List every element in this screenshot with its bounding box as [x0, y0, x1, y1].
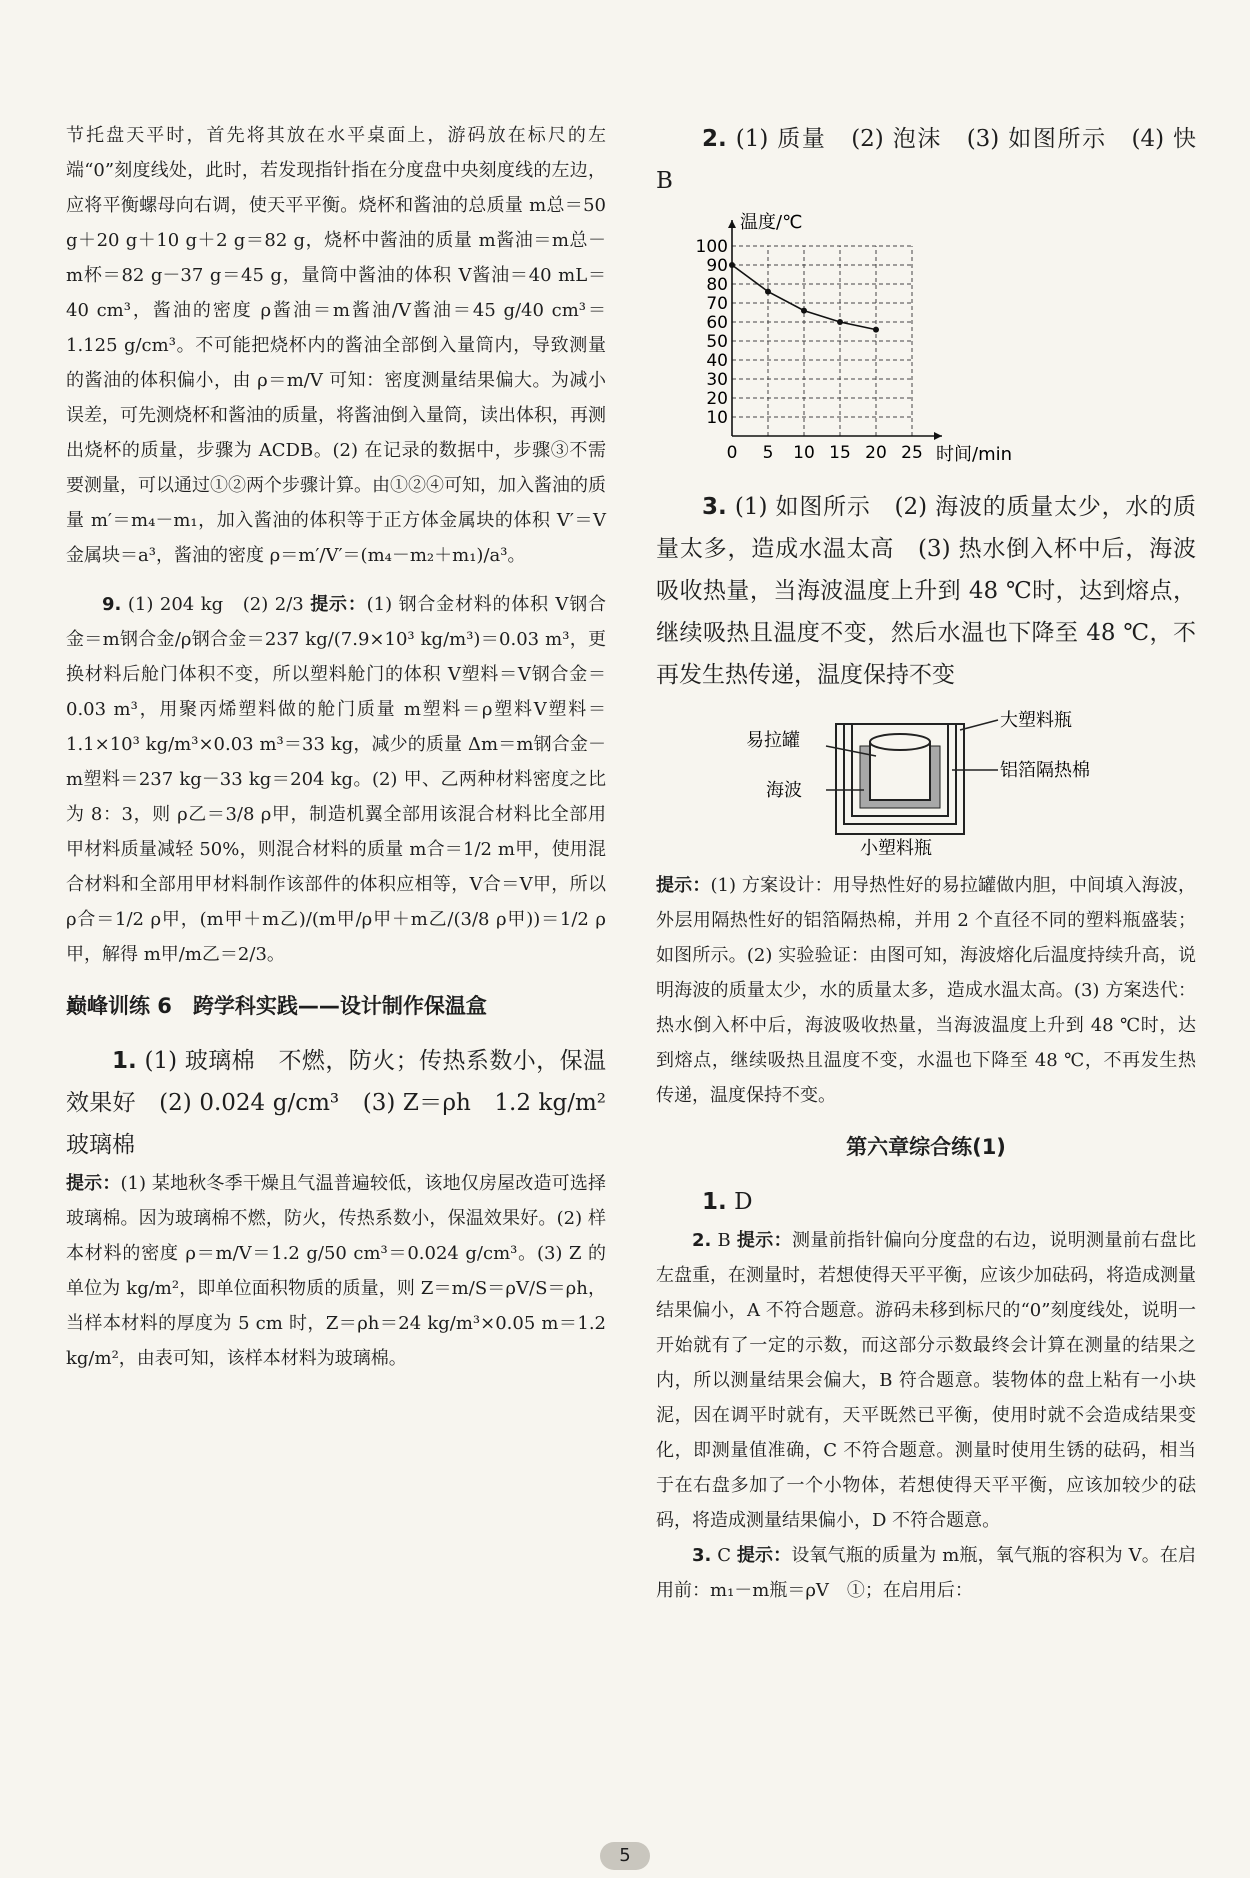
data-point: [765, 289, 771, 295]
hint-text: (1) 某地秋冬季干燥且气温普遍较低，该地仅房屋改造可选择玻璃棉。因为玻璃棉不燃，防火，传热系数小，保温效果好。(2) 样本材料的密度 ρ＝m/V＝1.2 g/50 cm³＝0.024 g/cm³。(3) Z 的单位为 kg/m²，即单位面积物质的质量，则 Z＝m/S＝ρV/S＝ρh，当样本材料的厚度为 5 cm 时，Z＝ρh＝24 kg/m³×0.05 m＝1.2 kg/m²，由表可知，该样本材料为玻璃棉。: [66, 1173, 607, 1369]
y-axis-label: 温度/℃: [740, 212, 803, 233]
left-column: [66, 118, 629, 1376]
hint-text: 设氧气瓶的质量为 m瓶，氧气瓶的容积为 V。在启用前：m₁－m瓶＝ρV ①；在启用后：: [656, 1545, 1197, 1601]
label-foil: 铝箔隔热棉: [1000, 760, 1090, 781]
y-tick-label: 60: [706, 313, 728, 333]
x-tick-label: 5: [762, 443, 774, 463]
hint-label: 提示：: [736, 1545, 792, 1566]
can-top: [870, 734, 930, 750]
x-axis-arrow: [934, 432, 942, 440]
label-big-bottle: 大塑料瓶: [1000, 710, 1072, 731]
right-column: [656, 118, 1220, 1608]
answer-text: C: [717, 1545, 732, 1566]
leader-line: [960, 720, 998, 730]
insulation-box-diagram: [736, 706, 1196, 860]
question-number: 3.: [692, 1545, 712, 1566]
chapter-question-2: [656, 1223, 1196, 1538]
y-tick-label: 20: [706, 389, 728, 409]
y-tick-label: 10: [706, 408, 728, 428]
temperature-time-graph: [692, 206, 1012, 476]
answer-text: D: [734, 1189, 753, 1215]
y-axis-arrow: [728, 220, 736, 228]
data-point: [801, 308, 807, 314]
answer-text: (1) 如图所示 (2) 海波的质量太少，水的质量太多，造成水温太高 (3) 热水倒入杯中后，海波吸收热量，当海波温度上升到 48 ℃时，达到熔点，继续吸热且温度不变，然后水温也下降至 48 ℃，不再发生热传递，温度保持不变: [656, 494, 1197, 688]
label-hypo: 海波: [766, 780, 802, 801]
paragraph-soy-sauce: 节托盘天平时，首先将其放在水平桌面上，游码放在标尺的左端“0”刻度线处，此时，若发现指针指在分度盘中央刻度线的左边，应将平衡螺母向右调，使天平平衡。烧杯和酱油的总质量 m总＝50 g＋20 g＋10 g＋2 g＝82 g，烧杯中酱油的质量 m酱油＝m总－m杯＝82 g－37 g＝45 g，量筒中酱油的体积 V酱油＝40 mL＝40 cm³，酱油的密度 ρ酱油＝m酱油/V酱油＝45 g/40 cm³＝1.125 g/cm³。不可能把烧杯内的酱油全部倒入量筒内，导致测量的酱油的体积偏小，由 ρ＝m/V 可知：密度测量结果偏大。为减小误差，可先测烧杯和酱油的质量，将酱油倒入量筒，读出体积，再测出烧杯的质量，步骤为 ACDB。(2) 在记录的数据中，步骤③不需要测量，可以通过①②两个步骤计算。由①②④可知，加入酱油的质量 m′＝m₄－m₁，加入酱油的体积等于正方体金属块的体积 V′＝V金属块＝a³，酱油的密度 ρ＝m′/V′＝(m₄－m₂＋m₁)/a³。: [66, 125, 606, 566]
answer-text: B: [717, 1230, 731, 1251]
data-point: [729, 262, 735, 268]
y-tick-label: 40: [706, 351, 728, 371]
answer-text: (1) 质量 (2) 泡沫 (3) 如图所示 (4) 快 B: [656, 126, 1220, 194]
hint-label: 提示：: [310, 594, 367, 615]
hint-label: 提示：: [656, 875, 711, 896]
label-small-bottle: 小塑料瓶: [860, 838, 932, 859]
question-3: [656, 486, 1196, 696]
y-tick-label: 80: [706, 275, 728, 295]
question-number: 3.: [702, 494, 727, 520]
temperature-chart: [692, 206, 1196, 480]
x-tick-label: 15: [829, 443, 851, 463]
hint-text: 测量前指针偏向分度盘的右边，说明测量前右盘比左盘重，在测量时，若想使得天平平衡，应该少加砝码，将造成测量结果偏小，A 不符合题意。游码未移到标尺的“0”刻度线处，说明一开始就有了一定的示数，而这部分示数最终会计算在测量的结果之内，所以测量结果会偏大，B 符合题意。装物体的盘上粘有一小块泥，因在调平时就有，天平既然已平衡，使用时就不会造成结果变化，即测量值准确，C 不符合题意。测量时使用生锈的砝码，相当于在右盘多加了一个小物体，若想使得天平平衡，应该加较少的砝码，将造成测量结果偏小，D 不符合题意。: [656, 1230, 1196, 1531]
y-tick-label: 90: [706, 256, 728, 276]
section-title-peak-training: 巅峰训练 6 跨学科实践——设计制作保温盒: [66, 994, 487, 1018]
answer-text: (1) 玻璃棉 不燃，防火；传热系数小，保温效果好 (2) 0.024 g/cm³ (3) Z＝ρh 1.2 kg/m² 玻璃棉: [66, 1048, 629, 1158]
label-can: 易拉罐: [746, 730, 800, 751]
answer-text: (1) 204 kg (2) 2/3: [127, 594, 304, 615]
chapter-question-1: [656, 1181, 1196, 1223]
hint-text: (1) 钢合金材料的体积 V钢合金＝m钢合金/ρ钢合金＝237 kg/(7.9×10³ kg/m³)＝0.03 m³，更换材料后舱门体积不变，所以塑料舱门的体积 V塑料＝V钢合金＝0.03 m³，用聚丙烯塑料做的舱门质量 m塑料＝ρ塑料V塑料＝1.1×10³ kg/m³×0.03 m³＝33 kg，减少的质量 Δm＝m钢合金－m塑料＝237 kg－33 kg＝204 kg。(2) 甲、乙两种材料密度之比为 8：3，则 ρ乙＝3/8 ρ甲，制造机翼全部用该混合材料比全部用甲材料质量减轻 50%，则混合材料的质量 m合＝1/2 m甲，使用混合材料和全部用甲材料制作该部件的体积应相等，V合＝V甲，所以 ρ合＝1/2 ρ甲，(m甲＋m乙)/(m甲/ρ甲＋m乙/(3/8 ρ甲))＝1/2 ρ甲，解得 m甲/m乙＝2/3。: [66, 594, 606, 965]
x-axis-label: 时间/min: [936, 444, 1013, 465]
question-1-answer: [66, 1040, 629, 1166]
question-3-hint: [656, 868, 1196, 1113]
question-number: 1.: [702, 1189, 727, 1215]
y-tick-label: 50: [706, 332, 728, 352]
section-title-chapter-six: 第六章综合练(1): [846, 1135, 1006, 1159]
x-tick-label: 0: [726, 443, 738, 463]
x-tick-label: 10: [793, 443, 815, 463]
data-point: [873, 327, 879, 333]
page-number: 5: [600, 1842, 650, 1870]
y-tick-label: 70: [706, 294, 728, 314]
chapter-question-3: [656, 1538, 1196, 1608]
question-number: 2.: [692, 1230, 712, 1251]
y-tick-label: 100: [695, 237, 728, 257]
x-tick-label: 20: [865, 443, 887, 463]
x-tick-label: 25: [901, 443, 923, 463]
y-tick-label: 30: [706, 370, 728, 390]
question-number: 9.: [102, 594, 122, 615]
hint-label: 提示：: [736, 1230, 792, 1251]
question-number: 1.: [112, 1048, 137, 1074]
question-2: [656, 118, 1220, 202]
hint-text: (1) 方案设计：用导热性好的易拉罐做内胆，中间填入海波，外层用隔热性好的铝箔隔热棉，并用 2 个直径不同的塑料瓶盛装；如图所示。(2) 实验验证：由图可知，海波熔化后温度持续升高，说明海波的质量太少，水的质量太多，造成水温太高。(3) 方案迭代：热水倒入杯中后，海波吸收热量，当海波温度上升到 48 ℃时，达到熔点，继续吸热且温度不变，水温也下降至 48 ℃，不再发生热传递，温度保持不变。: [656, 875, 1197, 1106]
data-point: [837, 319, 843, 325]
question-number: 2.: [702, 126, 727, 152]
question-9: [66, 587, 606, 972]
hint-label: 提示：: [66, 1173, 121, 1194]
question-1-hint: [66, 1166, 606, 1376]
insulation-box-figure: [736, 706, 1090, 859]
